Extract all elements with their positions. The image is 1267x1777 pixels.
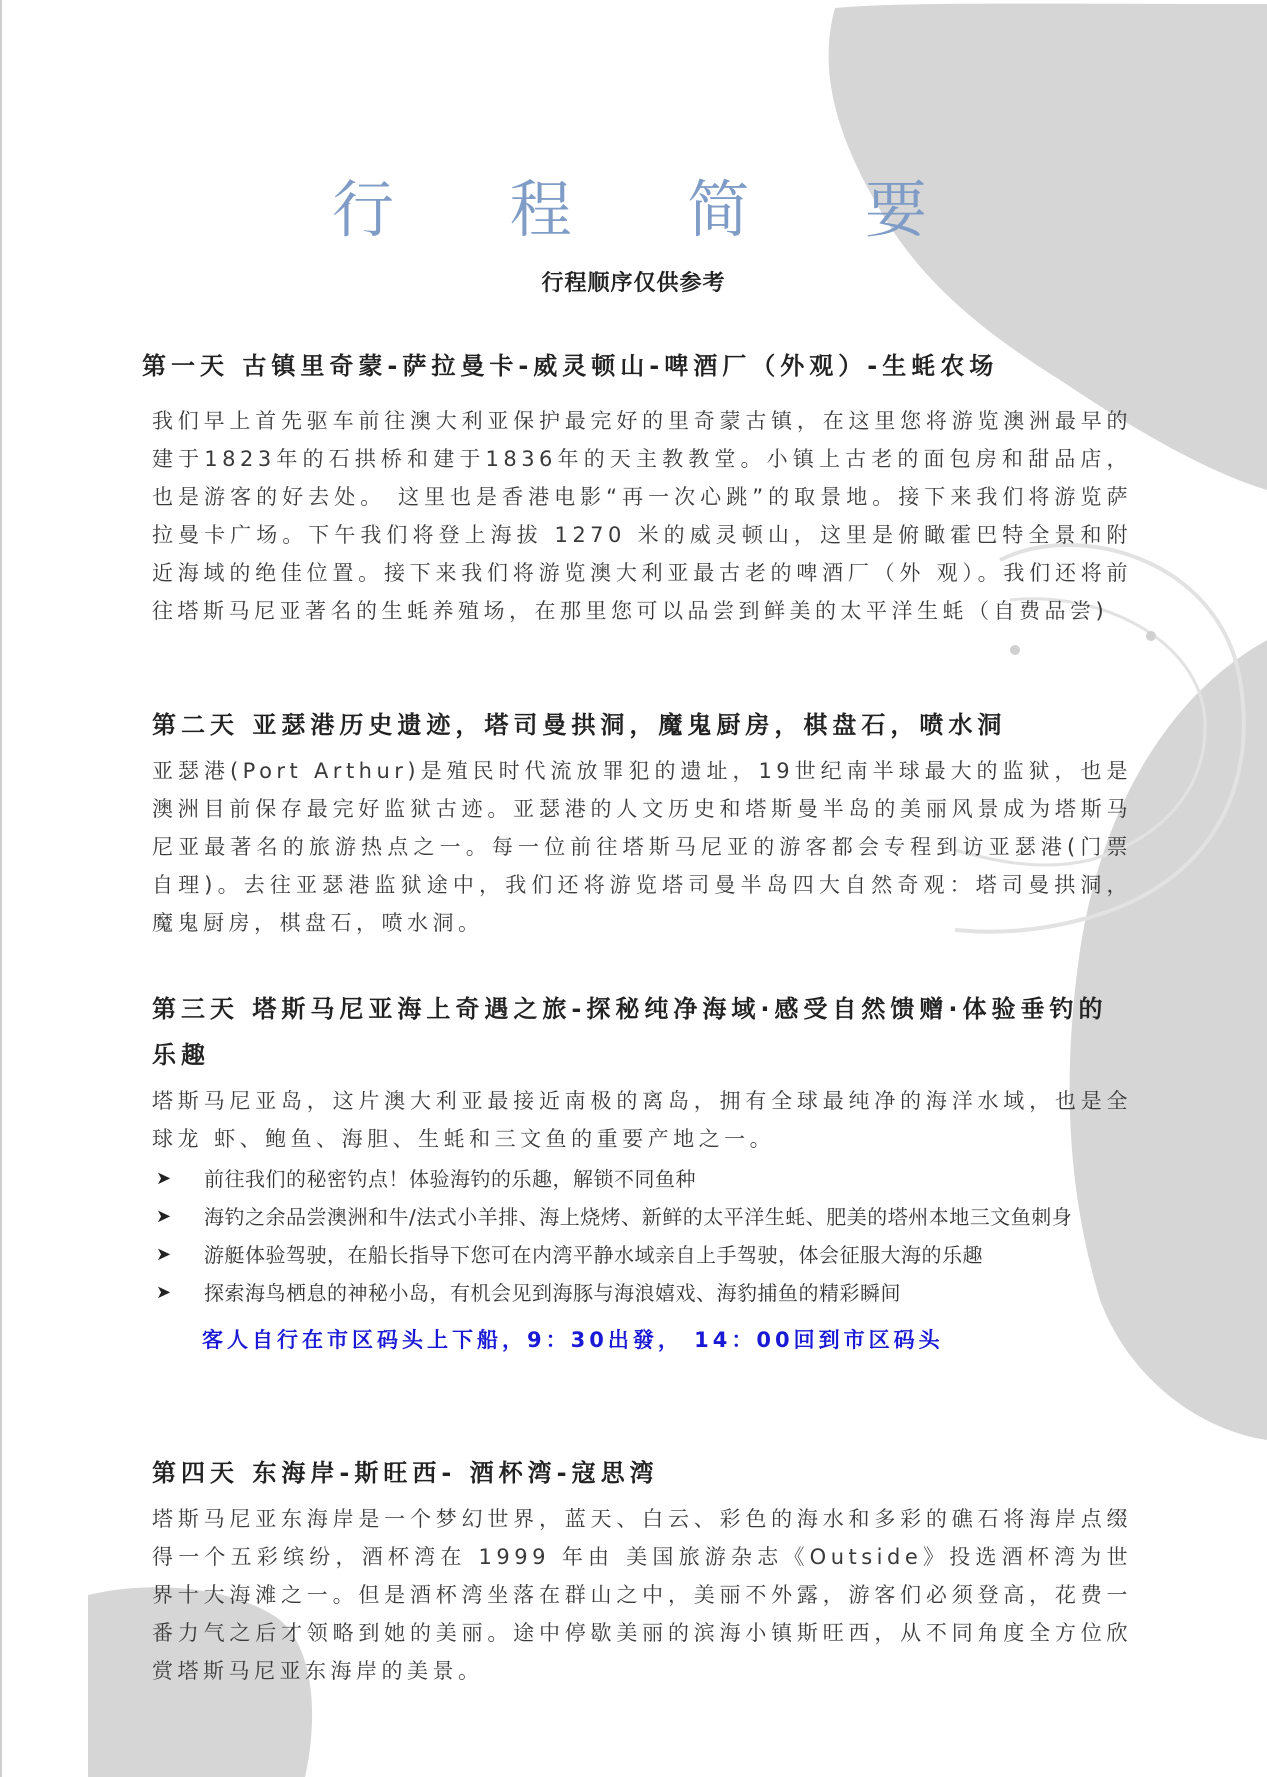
day-3-section <box>152 986 1132 1362</box>
day-3-boarding-note: 客人自行在市区码头上下船，9：30出發， 14：00回到市区码头 <box>202 1328 944 1352</box>
day-2-paragraph: 亚瑟港(Port Arthur)是殖民时代流放罪犯的遗址，19世纪南半球最大的监狱，也是澳洲目前保存最完好监狱古迹。亚瑟港的人文历史和塔斯曼半岛的美丽风景成为塔斯马尼亚最著名的旅游热点之一。每一位前往塔斯马尼亚的游客都会专程到访亚瑟港(门票自理)。去往亚瑟港监狱途中，我们还将游览塔司曼半岛四大自然奇观：塔司曼拱洞，魔鬼厨房，棋盘石，喷水洞。 <box>152 759 1132 935</box>
page-title: 行 程 简 要 <box>331 172 976 246</box>
page-subtitle: 行程顺序仅供参考 <box>541 271 726 296</box>
day-4-heading: 第四天 东海岸-斯旺西- 酒杯湾-寇思湾 <box>152 1459 659 1487</box>
list-item: ➤ 游艇体验驾驶，在船长指导下您可在内湾平静水域亲自上手驾驶，体会征服大海的乐趣 <box>152 1236 1132 1274</box>
day-2-heading: 第二天 亚瑟港历史遗迹，塔司曼拱洞，魔鬼厨房，棋盘石，喷水洞 <box>152 711 1007 739</box>
day-4-paragraph: 塔斯马尼亚东海岸是一个梦幻世界，蓝天、白云、彩色的海水和多彩的礁石将海岸点缀得一个五彩缤纷，酒杯湾在 1999 年由 美国旅游杂志《Outside》投选酒杯湾为世界十大海滩之一。但是酒杯湾坐落在群山之中，美丽不外露，游客们必须登高，花费一番力气之后才领略到她的美丽。途中停歇美丽的滨海小镇斯旺西，从不同角度全方位欣赏塔斯马尼亚东海岸的美景。 <box>152 1507 1132 1683</box>
day-1-section <box>142 343 1122 389</box>
list-item: ➤ 海钓之余品尝澳洲和牛/法式小羊排、海上烧烤、新鲜的太平洋生蚝、肥美的塔州本地三文鱼刺身 <box>152 1198 1132 1236</box>
day-4-section <box>152 1450 1132 1690</box>
day-1-heading: 第一天 古镇里奇蒙-萨拉曼卡-威灵顿山-啤酒厂（外观）-生蚝农场 <box>142 352 999 380</box>
arrow-bullet-icon: ➤ <box>156 1282 172 1303</box>
arrow-bullet-icon: ➤ <box>156 1168 172 1189</box>
day-3-paragraph: 塔斯马尼亚岛，这片澳大利亚最接近南极的离岛，拥有全球最纯净的海洋水域，也是全球龙 虾、鲍鱼、海胆、生蚝和三文鱼的重要产地之一。 <box>152 1089 1132 1151</box>
day-2-section <box>152 702 1132 942</box>
list-item: ➤ 前往我们的秘密钓点！体验海钓的乐趣，解锁不同鱼种 <box>152 1160 1132 1198</box>
day-3-heading: 第三天 塔斯马尼亚海上奇遇之旅-探秘纯净海域·感受自然馈赠·体验垂钓的乐趣 <box>152 995 1108 1069</box>
list-item: ➤ 探索海鸟栖息的神秘小岛，有机会见到海豚与海浪嬉戏、海豹捕鱼的精彩瞬间 <box>152 1274 1132 1312</box>
day-3-bullet-list <box>152 1160 1132 1312</box>
arrow-bullet-icon: ➤ <box>156 1206 172 1227</box>
day-1-body <box>152 398 1132 630</box>
arrow-bullet-icon: ➤ <box>156 1244 172 1265</box>
day-1-paragraph: 我们早上首先驱车前往澳大利亚保护最完好的里奇蒙古镇，在这里您将游览澳洲最早的建于1823年的石拱桥和建于1836年的天主教教堂。小镇上古老的面包房和甜品店，也是游客的好去处。 这里也是香港电影“再一次心跳”的取景地。接下来我们将游览萨拉曼卡广场。下午我们将登上海拔 1270 米的威灵顿山，这里是俯瞰霍巴特全景和附近海域的绝佳位置。接下来我们将游览澳大利亚最古老的啤酒厂（外 观）。我们还将前往塔斯马尼亚著名的生蚝养殖场，在那里您可以品尝到鲜美的太平洋生蚝（自费品尝) <box>152 409 1132 623</box>
